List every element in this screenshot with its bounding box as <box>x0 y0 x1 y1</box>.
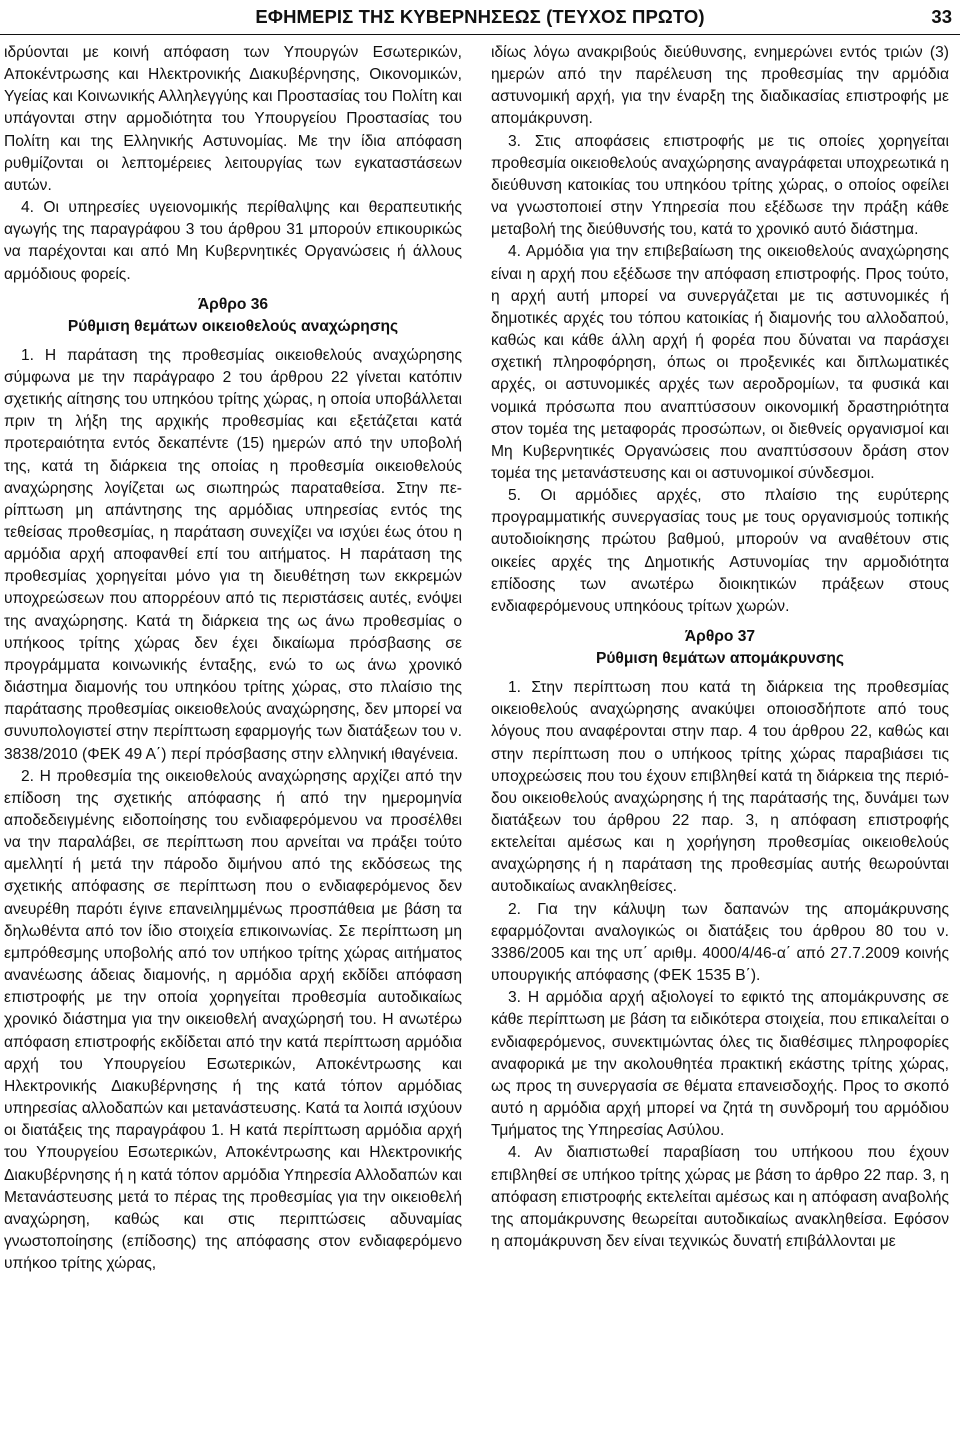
paragraph: 2. Για την κάλυψη των δαπανών της απομάκρυνσης εφαρμόζονται αναλογικώς οι διατάξεις του άρθρου 80 του ν. 3386/2005 και της υπ΄ αριθμ. 4000/4/46-α΄ από 27.7.2009 κοινής υπουργικής απόφασης (ΦΕΚ 1535 Β΄). <box>491 900 949 985</box>
paragraph: 3. Στις αποφάσεις επιστροφής με τις οποίες χορηγείται προθεσμία οικειοθελούς αναχώρησης αναγράφεται υποχρεωτικά η διεύθυνση κατοικίας του υπηκόου τρίτης χώρας, ο οποίος οφείλει να γνωστοποιεί στην Υπηρεσία που εξέδωσε την πράξη κάθε μεταβολή της διεύθυνσής του, κατά το χρονικό αυτό διάστημα. <box>491 132 949 239</box>
page-number: 33 <box>931 6 952 27</box>
paragraph: 5. Οι αρμόδιες αρχές, στο πλαίσιο της ευρύτερης προγραμματικής συνεργασίας τους με τους οργανισμούς τοπικής αυτοδιοίκησης πρώτου βαθμού, μπορούν να αναθέτουν στις οικείες αρχές της Δημοτικής Αστυνομίας την αρμοδιότητα επίδοσης των ανωτέρω διοικητικών πράξεων στους ενδιαφερόμενους υπηκόους τρίτων χωρών. <box>491 487 949 615</box>
paragraph: 4. Αρμόδια για την επιβεβαίωση της οικειοθελούς αναχώρησης είναι η αρχή που εξέδωσε την απόφαση επιστροφής. Προς τούτο, η αρχή αυτή μπορεί να συνεργάζεται με τις αστυνομικές ή δημοτικές αρχές του τόπου κατοικίας ή διαμονής του αλλοδαπού, καθώς και κάθε άλλη αρχή ή φορέα που δύναται να παράσχει σχετική πληροφόρηση, όπως οι προξενικές και διπλωματικές αρχές, οι αστυνομικές αρχές των αεροδρομίων, τα φυσικά και νομικά πρόσωπα που αναπτύσσουν οικονομική δραστηριότητα στον τομέα της μεταφοράς προσώπων, οι διεθνείς οργανισμοί και Μη Κυβερνητικές Οργανώσεις που αναπτύσσουν δράση στον τομέα της μετανάστευσης και οι αστυνομικοί σύνδεσμοι. <box>491 243 949 482</box>
paragraph: 3. Η αρμόδια αρχή αξιολογεί το εφικτό της απομάκρυνσης σε κάθε περίπτωση με βάση τα ειδικότερα στοιχεία, που επικαλείται ο ενδιαφερόμενος, συνεκτιμώντας όλες τις διαθέσιμες πληροφορίες αναφορικά με την ακολουθητέα πρακτική εκάστης τρίτης χώρας, ως προς τη συνεργασία σε θέματα επανεισδοχής. Προς το σκοπό αυτό η αρμόδια αρχή μπορεί να ζητά τη συνδρομή του αρμόδιου Τμήματος της Υπηρεσίας Ασύλου. <box>491 989 949 1140</box>
right-column <box>491 42 949 1253</box>
article-subtitle: Ρύθμιση θεμάτων απομάκρυνσης <box>595 650 845 668</box>
page-header <box>0 0 960 38</box>
paragraph: ιδίως λόγω ανακριβούς διεύθυνσης, ενημερώνει εντός τριών (3) ημερών από την παρέλευση της προθεσμίας την αρμόδια αστυνομική αρχή, για την έναρξη της διαδικασίας επιστροφής με απομάκρυνση. <box>491 44 949 128</box>
article-title: Άρθρο 37 <box>684 628 756 646</box>
paragraph: 1. Στην περίπτωση που κατά τη διάρκεια της προθεσμίας οικειοθελούς αναχώρησης ανακύψει οποιοσδήποτε από τους λόγους που αναφέρονται στην παρ. 4 του άρθρου 22, καθώς και στην περίπτωση που ο υπήκοος τρίτης χώρας παραβιάσει τις υποχρεώσεις που του έχουν επιβληθεί κατά τη διάρκεια της περιόδου οικειοθελούς αναχώρησης ή της παράτασής της, δυνάμει των διατάξεων του άρθρου 22 παρ. 3, η απόφαση επιστροφής εκτελείται αμέσως και η χορήγηση προθεσμίας οικειοθελούς αναχώρησης ή η παράταση της προθεσμίας αυτής θεωρούνται αυτοδικαίως ανακληθείσες. <box>491 679 949 896</box>
header-rule <box>0 34 960 35</box>
paragraph: 4. Οι υπηρεσίες υγειονομικής περίθαλψης και θεραπευτικής αγωγής της παραγράφου 3 του άρθρου 31 μπορούν επικουρικώς να παρέχονται και από Μη Κυβερνητικές Οργανώσεις ή άλλους αρμόδιους φορείς. <box>4 199 462 283</box>
article-title: Άρθρο 36 <box>197 295 269 313</box>
paragraph: 1. Η παράταση της προθεσμίας οικειοθελούς αναχώρησης σύμφωνα με την παράγραφο 2 του άρθρου 22 γίνεται κατόπιν σχετικής αίτησης του υπηκόου τρίτης χώρας, η οποία υποβάλλεται πριν τη λήξη της αρχικής προθεσμίας και εξετάζεται κατά προτεραιότητα εντός δεκαπέντε (15) ημερών από την υποβολή της, κατά τη διάρκεια της οποίας η προθεσμία οικειοθελούς αναχώρησης λογίζεται ως σιωπηρώς παραταθείσα. Στην περίπτωση μη απάντησης της αρμόδιας υπηρεσίας εντός της τεθείσας προθεσμίας, η παράταση συνεχίζει να ισχύει έως ότου η αρμόδια αρχή αποφανθεί επί του αιτήματος. Η παράταση της προθεσμίας χορηγείται μόνο για τη διευθέτηση των εκκρεμών υποχρεώσεων που απορρέουν από τις περιστάσεις αυτές, ενόψει της αναχώρησης. Κατά τη διάρκεια της ως άνω προθεσμίας ο υπήκοος τρίτης χώρας δεν έχει δικαίωμα πρόσβασης σε προγράμματα κοινωνικής ένταξης, ενώ το ως άνω χρονικό διάστημα διαμονής του υπηκόου τρίτης χώρας, στο πλαίσιο της παράτασης προθεσμίας οικειοθελούς αναχώρησης, δεν μπορεί να συνυπολογιστεί στην περίπτωση εφαρμογής των διατάξεων του ν. 3838/2010 (ΦΕΚ 49 Α΄) περί πρόσβασης στην ελληνική ιθαγένεια. <box>4 346 462 763</box>
article-subtitle: Ρύθμιση θεμάτων οικειοθελούς αναχώρησης <box>67 317 399 335</box>
paragraph: 2. Η προθεσμία της οικειοθελούς αναχώρησης αρχίζει από την επίδοση της σχετικής απόφασης ή από την ημερομηνία αποδεδειγμένης ειδοποίησης του ενδιαφερόμενου να προσέλθει να την παραλάβει, σε περίπτωση που αρνείται να πράξει τούτο αμελλητί ή μετά την πάροδο διμήνου από της εκδόσεως της σχετικής απόφασης σε περίπτωση που ο ενδιαφερόμενος δεν ανευρέθη παρότι έγινε επανειλημμένως προσπάθεια με βάση τα δηλωθέντα από τον ίδιο στοιχεία επικοινωνίας. Σε περίπτωση μη εμπρόθεσμης υποβολής από τον υπήκοο τρίτης χώρας αιτήματος ανανέωσης άδειας διαμονής, η αρμόδια αρχή εκδίδει απόφαση επιστροφής με την οποία χορηγείται προθεσμία αυτοδικαίως χρονικό διάστημα για την οικειοθελή αναχώρησή του. Η ανωτέρω απόφαση επιστροφής εκδίδεται από την κατά περίπτωση αρμόδια αρχή του Υπουργείου Εσωτερικών, Αποκέντρωσης και Ηλεκτρονικής Διακυβέρνησης ή της κατά τόπον αρμόδιας υπηρεσίας αλλοδαπών και μετανάστευσης. Κατά τα λοιπά ισχύουν οι διατάξεις της παραγράφου 1. Η κατά περίπτωση αρμόδια αρχή του Υπουργείου Εσωτερικών, Αποκέντρωσης και Ηλεκτρονικής Διακυβέρνησης ή η κατά τόπον αρμόδια Υπηρεσία Αλλοδαπών και Μετανάστευσης μετά το πέρας της προθεσμίας για την οικειοθελή αναχώρηση, καθώς και στις περιπτώσεις αδυναμίας γνωστοποίησης (επίδοσης) της απόφασης στον ενδιαφερόμενο υπήκοο τρίτης χώρας, <box>4 767 462 1273</box>
left-column <box>4 42 462 1275</box>
paragraph: 4. Αν διαπιστωθεί παραβίαση του υπήκοου που έχουν επιβληθεί σε υπήκοο τρίτης χώρας με βάση το άρθρο 22 παρ. 3, η απόφαση επιστροφής εκτελείται αμέσως και η απόφαση αναβολής της απομάκρυνσης θεωρείται αυτοδικαίως ανακληθείσα. Εφόσον η απομάκρυνση δεν είναι τεχνικώς δυνατή επιβάλλονται με <box>491 1144 949 1250</box>
gazette-title: ΕΦΗΜΕΡΙΣ ΤΗΣ ΚΥΒΕΡΝΗΣΕΩΣ (ΤΕΥΧΟΣ ΠΡΩΤΟ) <box>255 6 705 27</box>
paragraph: ιδρύονται με κοινή απόφαση των Υπουργών Εσωτερικών, Αποκέντρωσης και Ηλεκτρονικής Διακυβέρνησης, Οικονομικών, Υγείας και Κοινωνικής Αλληλεγγύης και Προστασίας του Πολίτη και υπάγονται στην αρμοδιότητα του Υπουργείου Προστασίας του Πολίτη και της Ελληνικής Αστυνομίας. Με την ίδια απόφαση ρυθμίζονται οι λεπτομέρειες λειτουργίας των εγκαταστάσεων αυτών. <box>4 44 462 194</box>
